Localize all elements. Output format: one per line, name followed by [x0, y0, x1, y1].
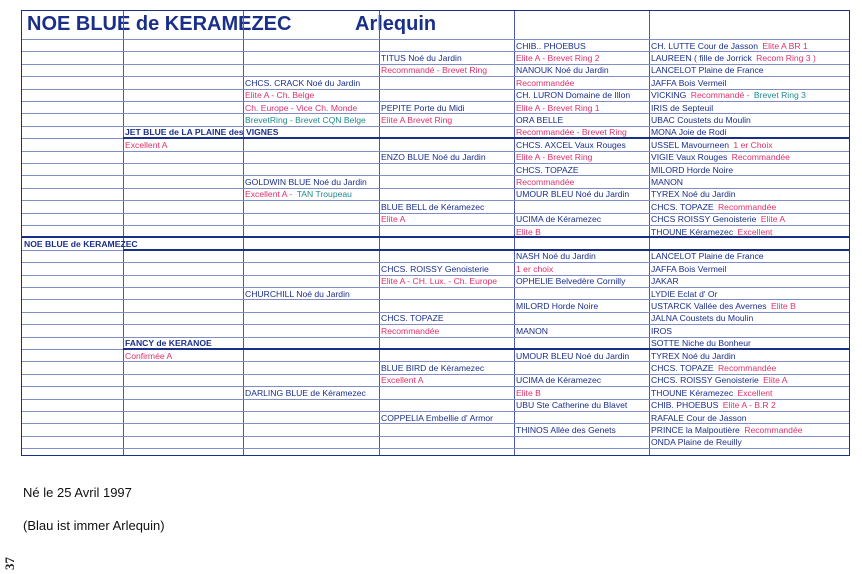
pedigree-entry-text: VICKING [651, 90, 689, 101]
pedigree-entry [651, 436, 849, 448]
pedigree-entry [245, 188, 378, 200]
pedigree-entry-text: LYDIE Eclat d' Or [651, 288, 718, 299]
pedigree-entry [651, 64, 849, 76]
pedigree-entry [245, 288, 378, 300]
pedigree-entry-text: Excellent A [125, 139, 168, 150]
pedigree-entry [516, 40, 648, 52]
pedigree-entry [651, 387, 849, 399]
pedigree-entry-text: MANON [516, 325, 548, 336]
pedigree-entry [125, 126, 378, 138]
pedigree-entry-text: BLUE BELL de Kéramezec [381, 201, 485, 212]
pedigree-entry-text: TAN Troupeau [296, 189, 352, 200]
pedigree-entry-text: Excellent A - [245, 189, 295, 200]
pedigree-entry-text: TYREX Noé du Jardin [651, 189, 736, 200]
pedigree-table [21, 10, 850, 456]
pedigree-entry [381, 114, 513, 126]
pedigree-entry [516, 226, 648, 238]
pedigree-entry [651, 52, 849, 64]
pedigree-entry [125, 337, 378, 349]
pedigree-entry [651, 114, 849, 126]
pedigree-entry-text: NOE BLUE de KERAMEZEC [24, 238, 138, 249]
pedigree-entry-text: Elite A - B.R 2 [722, 400, 776, 411]
pedigree-entry [651, 126, 849, 138]
pedigree-entry [516, 188, 648, 200]
pedigree-entry [516, 102, 648, 114]
pedigree-entry [651, 312, 849, 324]
pedigree-entry-text: Recommandée [717, 201, 777, 212]
pedigree-entry-text: SOTTE Niche du Bonheur [651, 338, 751, 349]
pedigree-entry [651, 188, 849, 200]
pedigree-entry-text: CHCS. TOPAZE [381, 313, 444, 324]
pedigree-entry [516, 300, 648, 312]
pedigree-entry-text: GOLDWIN BLUE Noé du Jardin [245, 176, 367, 187]
pedigree-entry-text: PEPITE Porte du Midi [381, 102, 465, 113]
pedigree-entry [651, 176, 849, 188]
pedigree-entry-text: ONDA Plaine de Reuilly [651, 437, 742, 448]
pedigree-entry-text: CH. LURON Domaine de Illon [516, 90, 631, 101]
pedigree-entry-text: Elite A Brevet Ring [381, 114, 453, 125]
pedigree-entry [125, 139, 242, 151]
pedigree-entry-text: CHCS. TOPAZE [651, 362, 716, 373]
pedigree-entry-text: LANCELOT Plaine de France [651, 65, 764, 76]
pedigree-entry-text: Recommandé - Brevet Ring [381, 65, 488, 76]
pedigree-entry-text: Recommandée [516, 176, 575, 187]
pedigree-entry-text: JALNA Coustets du Moulin [651, 313, 754, 324]
pedigree-entry [516, 52, 648, 64]
pedigree-entry-text: Excellent [737, 387, 773, 398]
pedigree-entry-text: THOUNE Kéramezec [651, 387, 736, 398]
pedigree-entry [651, 151, 849, 163]
pedigree-entry-text: DARLING BLUE de Kéramezec [245, 387, 366, 398]
pedigree-entry [651, 412, 849, 424]
row-divider [22, 448, 849, 449]
pedigree-entry-text: Elite B [770, 300, 796, 311]
pedigree-entry [651, 102, 849, 114]
pedigree-entry-text: BrevetRing - Brevet CQN Belge [245, 114, 366, 125]
pedigree-entry-text: CHCS. TOPAZE [651, 201, 716, 212]
pedigree-entry [516, 114, 648, 126]
pedigree-entry [651, 201, 849, 213]
pedigree-entry [516, 151, 648, 163]
pedigree-entry-text: THINOS Allée des Genets [516, 424, 616, 435]
pedigree-entry-text: USTARCK Vallée des Avernes [651, 300, 769, 311]
pedigree-entry-text: Brevet Ring 3 [753, 90, 806, 101]
pedigree-entry [651, 288, 849, 300]
birth-date-note: Né le 25 Avril 1997 [23, 485, 132, 500]
pedigree-entry-text: Elite A BR 1 [762, 40, 808, 51]
pedigree-entry-text: Recommandée - Brevet Ring [516, 127, 627, 138]
pedigree-entry-text: CHCS ROISSY Genoisterie [651, 214, 759, 225]
pedigree-entry-text: Elite B [516, 226, 541, 237]
color-note: (Blau ist immer Arlequin) [23, 518, 165, 533]
pedigree-entry [516, 350, 648, 362]
pedigree-entry [651, 139, 849, 151]
pedigree-entry-text: OPHELIE Belvedère Cornilly [516, 276, 626, 287]
pedigree-entry-text: MILORD Horde Noire [651, 164, 734, 175]
pedigree-entry-text: MONA Joie de Rodi [651, 127, 727, 138]
pedigree-entry [516, 126, 648, 138]
pedigree-entry [651, 40, 849, 52]
pedigree-entry-text: VIGIE Vaux Rouges [651, 152, 730, 163]
pedigree-entry-text: Ch. Europe - Vice Ch. Monde [245, 102, 358, 113]
pedigree-entry [516, 374, 648, 386]
pedigree-entry-text: Excellent [737, 226, 773, 237]
pedigree-entry-text: USSEL Mavourneen [651, 139, 732, 150]
pedigree-entry [651, 275, 849, 287]
pedigree-entry-text: Elite A - Brevet Ring 2 [516, 52, 600, 63]
pedigree-entry-text: 1 er Choix [733, 139, 773, 150]
pedigree-entry-text: LANCELOT Plaine de France [651, 251, 764, 262]
pedigree-entry-text: CHCS. ROISSY Genoisterie [651, 375, 762, 386]
pedigree-entry [516, 275, 648, 287]
page-number: 37 [2, 557, 17, 570]
pedigree-entry-text: COPPELIA Embellie d' Armor [381, 412, 493, 423]
pedigree-entry-text: CHIB. PHOEBUS [651, 400, 721, 411]
pedigree-entry [125, 350, 242, 362]
pedigree-entry-text: UMOUR BLEU Noé du Jardin [516, 189, 630, 200]
pedigree-entry [516, 387, 648, 399]
pedigree-entry [516, 250, 648, 262]
pedigree-entry-text: PRINCE la Malpoutière [651, 424, 743, 435]
pedigree-entry-text: BLUE BIRD de Kéramezec [381, 362, 485, 373]
pedigree-entry-text: CHCS. AXCEL Vaux Rouges [516, 139, 626, 150]
pedigree-entry-text: Elite A - CH. Lux. - Ch. Europe [381, 276, 498, 287]
pedigree-entry-text: THOUNE Kéramezec [651, 226, 736, 237]
pedigree-entry [516, 325, 648, 337]
pedigree-title-breed: Arlequin [355, 13, 437, 35]
pedigree-entry [381, 362, 513, 374]
pedigree-entry-text: CHCS. CRACK Noé du Jardin [245, 77, 361, 88]
pedigree-entry-text: CHCS. ROISSY Genoisterie [381, 263, 489, 274]
pedigree-entry-text: CHIB.. PHOEBUS [516, 40, 586, 51]
pedigree-entry [651, 350, 849, 362]
pedigree-entry [245, 89, 378, 101]
pedigree-entry [381, 52, 513, 64]
pedigree-entry-text: Elite A [760, 214, 786, 225]
pedigree-entry [651, 300, 849, 312]
pedigree-entry-text: TITUS Noé du Jardin [381, 52, 462, 63]
pedigree-entry-text: CHURCHILL Noé du Jardin [245, 288, 350, 299]
pedigree-entry [381, 312, 513, 324]
pedigree-entry [651, 374, 849, 386]
pedigree-entry [516, 213, 648, 225]
pedigree-entry [651, 89, 849, 101]
pedigree-entry-text: Recom Ring 3 ) [756, 52, 816, 63]
pedigree-entry [381, 263, 513, 275]
pedigree-entry-text: UMOUR BLEU Noé du Jardin [516, 350, 630, 361]
pedigree-entry [516, 64, 648, 76]
pedigree-entry [381, 275, 513, 287]
pedigree-entry-text: Recommandé - [690, 90, 752, 101]
pedigree-entry [651, 424, 849, 436]
pedigree-entry [381, 325, 513, 337]
pedigree-entry [245, 102, 378, 114]
pedigree-entry-text: UBAC Coustets du Moulin [651, 114, 751, 125]
pedigree-entry-text: TYREX Noé du Jardin [651, 350, 736, 361]
pedigree-entry [651, 250, 849, 262]
pedigree-entry [651, 213, 849, 225]
pedigree-entry [381, 151, 513, 163]
pedigree-entry [651, 77, 849, 89]
pedigree-entry [651, 226, 849, 238]
pedigree-entry [245, 77, 378, 89]
pedigree-entry-text: IRIS de Septeuil [651, 102, 714, 113]
pedigree-entry-text: NANOUK Noé du Jardin [516, 65, 609, 76]
pedigree-entry-text: Excellent A [381, 375, 424, 386]
pedigree-entry-text: Confirmée A [125, 350, 173, 361]
pedigree-entry-text: Recommandée [717, 362, 777, 373]
column-divider [123, 11, 124, 455]
pedigree-entry-text: JAFFA Bois Vermeil [651, 77, 727, 88]
pedigree-entry-text: Recommandée [516, 77, 575, 88]
pedigree-entry [651, 399, 849, 411]
pedigree-entry-text: Elite B [516, 387, 541, 398]
pedigree-entry-text: ENZO BLUE Noé du Jardin [381, 152, 486, 163]
pedigree-title-name: NOE BLUE de KERAMEZEC [27, 13, 292, 35]
pedigree-entry-text: JET BLUE de LA PLAINE des VIGNES [125, 127, 279, 138]
pedigree-entry-text: Recommandée [381, 325, 440, 336]
column-divider [243, 11, 244, 455]
pedigree-entry [516, 139, 648, 151]
pedigree-entry-text: UBU Ste Catherine du Blavet [516, 400, 628, 411]
pedigree-entry [381, 64, 513, 76]
column-divider [514, 11, 515, 455]
pedigree-entry [245, 387, 378, 399]
pedigree-entry-text: ORA BELLE [516, 114, 564, 125]
pedigree-entry [381, 102, 513, 114]
pedigree-entry [381, 374, 513, 386]
pedigree-entry-text: JAFFA Bois Vermeil [651, 263, 727, 274]
pedigree-entry-text: Elite A - Ch. Belge [245, 90, 315, 101]
pedigree-entry [381, 412, 513, 424]
pedigree-entry-text: CHCS. TOPAZE [516, 164, 579, 175]
pedigree-entry [516, 77, 648, 89]
pedigree-entry-text: MILORD Horde Noire [516, 300, 599, 311]
pedigree-entry-text: NASH Noé du Jardin [516, 251, 596, 262]
pedigree-entry-text: Recommandée [731, 152, 790, 163]
pedigree-entry [651, 325, 849, 337]
pedigree-entry [651, 337, 849, 349]
pedigree-entry [651, 164, 849, 176]
pedigree-entry-text: MANON [651, 176, 683, 187]
pedigree-entry [516, 176, 648, 188]
pedigree-entry-text: LAUREEN ( fille de Jorrick [651, 52, 755, 63]
pedigree-entry [651, 362, 849, 374]
pedigree-entry-text: UCIMA de Kéramezec [516, 375, 602, 386]
column-divider [649, 11, 650, 455]
pedigree-entry-text: Recommandée [744, 424, 803, 435]
pedigree-entry-text: Elite A [381, 214, 406, 225]
pedigree-entry [381, 213, 513, 225]
pedigree-entry [245, 176, 378, 188]
pedigree-entry-text: JAKAR [651, 276, 679, 287]
pedigree-entry-text: Elite A [763, 375, 788, 386]
pedigree-entry-text: CH. LUTTE Cour de Jasson [651, 40, 761, 51]
pedigree-entry [381, 201, 513, 213]
pedigree-entry [516, 399, 648, 411]
pedigree-entry [516, 89, 648, 101]
column-divider [379, 11, 380, 455]
pedigree-entry [245, 114, 378, 126]
pedigree-entry [24, 238, 138, 250]
pedigree-entry-text: Elite A - Brevet Ring 1 [516, 102, 600, 113]
pedigree-entry-text: IROS [651, 325, 673, 336]
pedigree-entry [516, 263, 648, 275]
pedigree-entry-text: UCIMA de Kéramezec [516, 214, 602, 225]
pedigree-entry-text: RAFALE Cour de Jasson [651, 412, 747, 423]
pedigree-entry-text: Elite A - Brevet Ring [516, 152, 593, 163]
pedigree-entry [516, 424, 648, 436]
pedigree-entry [651, 263, 849, 275]
pedigree-entry [516, 164, 648, 176]
pedigree-entry-text: FANCY de KERANOE [125, 338, 212, 349]
pedigree-entry-text: 1 er choix [516, 263, 554, 274]
